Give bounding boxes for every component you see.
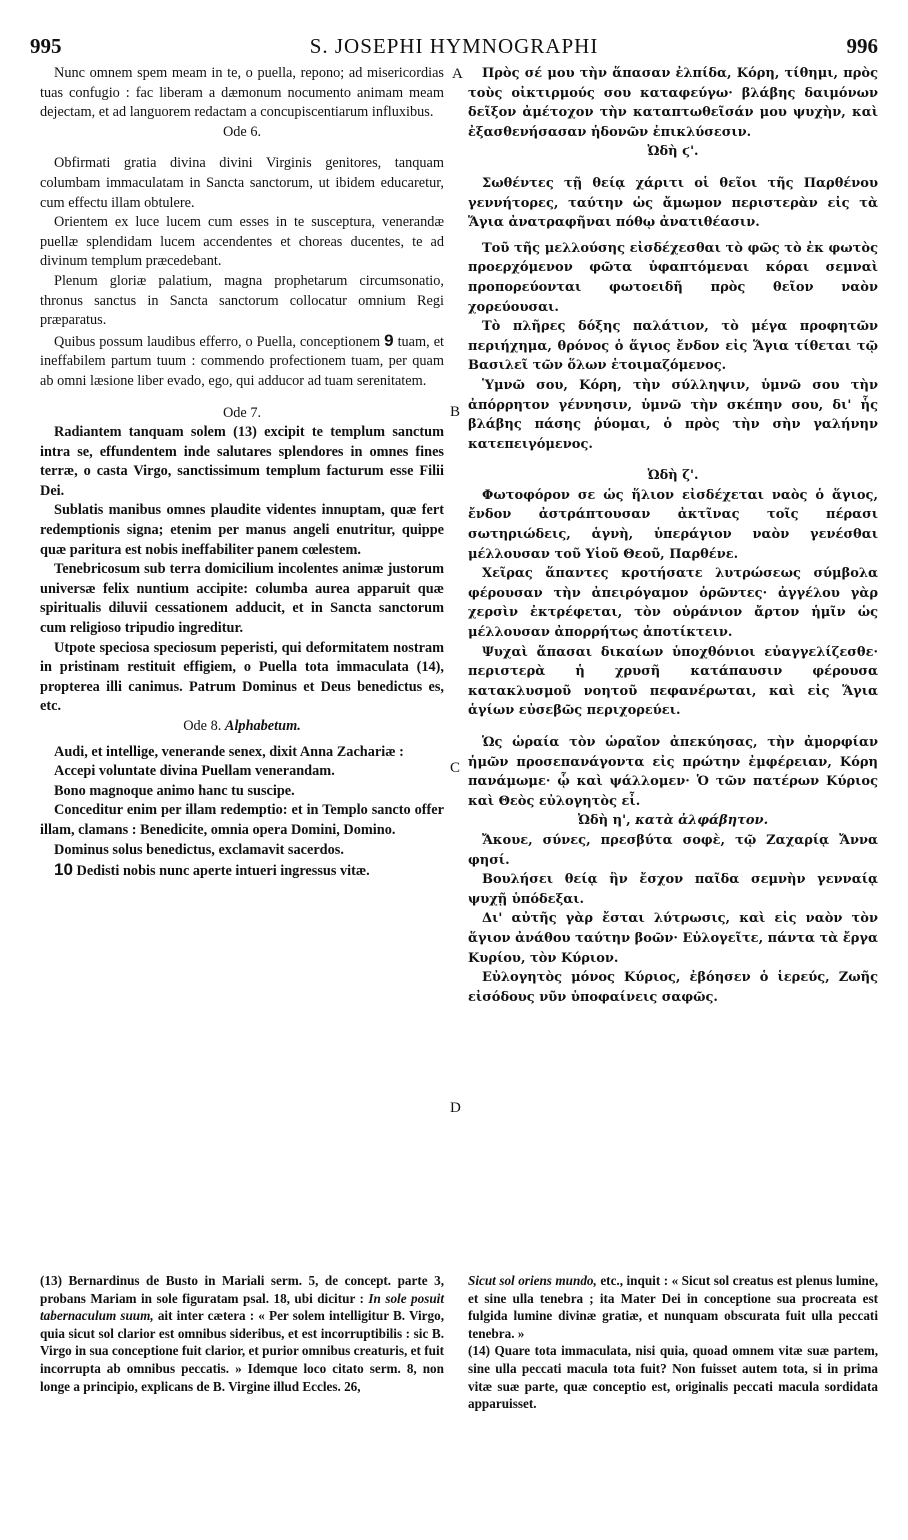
latin-paragraph: 10 Dedisti nobis nunc aperte intueri ingressus vitæ.	[54, 860, 370, 880]
latin-paragraph: Accepi voluntate divina Puellam venerandam.	[54, 763, 335, 780]
footnotes-left	[40, 1272, 444, 1395]
running-title: S. JOSEPHI HYMNOGRAPHI	[309, 34, 599, 58]
latin-ode-heading: Ode 6.	[222, 123, 262, 140]
latin-paragraph: Bono magnoque animo hanc tu suscipe.	[54, 782, 295, 799]
greek-paragraph: Ὡς ὡραία τὸν ὡραῖον ἀπεκύησας, τὴν ἀμορφίαν ἡμῶν προσεπανάγοντα εἰς πρώτην ἐμφέρειαν, Κόρη πανάμωμε· ᾧ καὶ ψάλλομεν· Ὁ τῶν πατέρων Κύριος καὶ Θεὸς εὐλογητὸς εἶ.	[468, 735, 878, 809]
latin-paragraph: Utpote speciosa speciosum peperisti, qui deformitatem nostram in pristinam restituit effigiem, o Puella tota immaculata (14), propterea illi canimus. Patrum Dominus et Deus benedictus es, etc.	[40, 639, 444, 715]
greek-paragraph: Σωθέντες τῇ θείᾳ χάριτι οἱ θεῖοι τῆς Παρθένου γεννήτορες, ταύτην ὡς ἄμωμον περιστερὰν εἰς τὰ Ἅγια ἀνατραφῆναι πόθῳ ἀνατιθέασιν.	[468, 175, 878, 231]
latin-paragraph: Obfirmati gratia divina divini Virginis genitores, tanquam columbam immaculatam in Sancta sanctorum, ut ibidem educaretur, cum effectu illam obtulere.	[40, 155, 444, 211]
greek-paragraph: Χεῖρας ἅπαντες κροτήσατε λυτρώσεως σύμβολα φέρουσαν τὴν ἀπειρόγαμον ὁρῶντες· ἀγγέλου γὰρ χερσὶν ἐκτρέφεται, τὸν οὐράνιον ἄρτον ἡμῖν ὡς μέλλουσαν ἀπορρήτως ἀποτίκτειν.	[468, 566, 878, 641]
latin-column	[40, 64, 444, 882]
greek-paragraph: Ἄκουε, σύνες, πρεσβύτα σοφὲ, τῷ Ζαχαρίᾳ Ἄννα φησί.	[468, 832, 878, 868]
greek-column	[468, 64, 878, 1007]
footnote-13-continued: Sicut sol oriens mundo, etc., inquit : « Sicut sol creatus est plenus lumine, et sine ulla tenebra ; ita Mater Dei in conceptione sua procreata est fulgida lumine divinæ gratiæ, et nunquam obscurata fuit ulla peccati tenebra. »	[468, 1273, 879, 1341]
footnotes-right	[468, 1272, 878, 1413]
latin-ode-heading: Ode 8. Alphabetum.	[183, 718, 301, 734]
page-number-right: 996	[846, 34, 878, 58]
greek-paragraph: Δι' αὐτῆς γὰρ ἔσται λύτρωσις, καὶ εἰς ναὸν τὸν ἅγιον ἀνάθου ταύτην βοῶν· Εὐλογεῖτε, πάντα τὰ ἔργα Κυρίου, τὸν Κύριον.	[468, 911, 878, 966]
latin-paragraph: Dominus solus benedictus, exclamavit sacerdos.	[54, 841, 344, 858]
latin-paragraph: Orientem ex luce lucem cum esses in te susceptura, venerandæ puellæ splendidam lucem accendentes et choreas ducentes, te ad divinum templum præcedebant.	[40, 214, 444, 270]
latin-paragraph: Conceditur enim per illam redemptio: et in Templo sancto offer illam, clamans : Benedicite, omnia opera Domini, Domino.	[40, 802, 444, 838]
latin-paragraph: Audi, et intellige, venerande senex, dixit Anna Zachariæ :	[54, 743, 404, 760]
greek-paragraph: Τὸ πλῆρες δόξης παλάτιον, τὸ μέγα προφητῶν περιήχημα, θρόνος ὁ ἅγιος ἔνδον εἰς Ἅγια τίθεται τῷ Βασιλεῖ τῶν ὅλων ἑτοιμαζόμενος.	[468, 319, 878, 374]
margin-letter-a: A	[452, 66, 463, 82]
greek-paragraph: Τοῦ τῆς μελλούσης εἰσδέχεσθαι τὸ φῶς τὸ ἐκ φωτὸς προερχόμενον φῶτα ὑφαπτόμεναι κόραι σεμναὶ προπορεύονται φωτοειδῆ πρὸς θεῖον ναὸν χορεύουσαι.	[468, 240, 878, 315]
greek-paragraph: Εὐλογητὸς μόνος Κύριος, ἐβόησεν ὁ ἱερεύς, Ζωῆς εἰσόδους νῦν ὑποφαίνεις σαφῶς.	[468, 970, 878, 1005]
footnote-14: (14) Quare tota immaculata, nisi quia, quoad omnem vitæ suæ partem, sine ulla peccati macula tota fuit? Non fuisset autem tota, si in prima vitæ suæ parte, quæ conceptio est, originalis peccati macula sordidata apparuisset.	[468, 1343, 878, 1412]
footnote-13: (13) Bernardinus de Busto in Mariali serm. 5, de concept. parte 3, probans Mariam in sole figuratam psal. 18, ubi dicitur : In sole posuit tabernaculum suum, ait inter cætera : « Per solem intelligitur B. Virgo, quia sicut sol clarior est omnibus sideribus, et est incorruptibilis : sic B. Virgo in sua conceptione fuit clarior, et purior omnibus creaturis, et fuit incorrupta ab omnibus peccatis. » Idemque loco citato serm. 8, non longe a principio, explicans de B. Virgine illud Eccles. 26,	[40, 1273, 444, 1394]
latin-ode-heading: Ode 7.	[222, 404, 262, 421]
latin-paragraph: Tenebricosum sub terra domicilium incolentes animæ justorum universæ felix nuntium accipite: columba aurea apparuit quæ spiritualis diluvii cessationem adducit, et in Sancta sanctorum cum religioso tripudio ingreditur.	[40, 561, 444, 637]
section-number: 9	[384, 330, 394, 350]
latin-paragraph: Quibus possum laudibus efferro, o Puella, conceptionem 9 tuam, et ineffabilem partum tuum : commendo profectionem tuam, per quam ab omni læsione liber evado, ego, qui adducor ad tuam serenitatem.	[40, 330, 445, 389]
latin-paragraph: Sublatis manibus omnes plaudite videntes innuptam, quæ fert redemptionis signa; etenim per manus angeli enutritur, quippe quæ paritura est nobis ineffabiliter panem cœlestem.	[40, 502, 444, 558]
margin-letter-d: D	[450, 1100, 461, 1116]
latin-paragraph: Radiantem tanquam solem (13) excipit te templum sanctum intra se, effundentem inde salutares splendores in omnes fines terræ, o casta Virgo, sanctissimum templum facturum esse Filii Dei.	[40, 424, 444, 499]
greek-paragraph: Ὑμνῶ σου, Κόρη, τὴν σύλληψιν, ὑμνῶ σου τὴν ἀπόρρητον γέννησιν, ὑμνῶ τὴν σκέπην σου, δι' ἧς βλάβης πάσης ῥύομαι, ὁ πρὸς τὴν σὴν γαλήνην κατεπειγόμενος.	[468, 377, 878, 452]
margin-letter-b: B	[450, 404, 461, 420]
greek-paragraph: Πρὸς σέ μου τὴν ἅπασαν ἐλπίδα, Κόρη, τίθημι, πρὸς τοὺς οἰκτιρμούς σου καταφεύγω· βλάβης δαιμόνων δεῖξον ἀμέτοχον τὴν καταπτωθεῖσάν μου ψυχὴν, καὶ ἐξασθενήσασαν ἡδονῶν ἐπικλύσεσιν.	[468, 66, 878, 140]
greek-paragraph: Ψυχαὶ ἅπασαι δικαίων ὑποχθόνιοι εὐαγγελίζεσθε· περιστερὰ ἡ χρυσῆ κατάπαυσιν φέρουσα κατακλυσμοῦ νοητοῦ πεφανέρωται, καὶ εἰς Ἅγια ἁγίων εὐσεβῶς περιχορεύει.	[468, 644, 878, 719]
greek-ode-heading: Ὠδὴ ζ'.	[647, 468, 699, 484]
latin-paragraph: Nunc omnem spem meam in te, o puella, repono; ad misericordias tuas confugio : fac liberam a dæmonum nocumento animam meam dejectam, et ad languorem redactam a concupiscentiarum influxibus.	[40, 65, 444, 121]
section-number: 10	[54, 860, 73, 880]
page-number-left: 995	[30, 34, 62, 58]
latin-paragraph: Plenum gloriæ palatium, magna prophetarum circumsonatio, thronus sanctus in Sancta sanctorum collocatur omnium Regi præparatus.	[40, 272, 444, 329]
greek-ode-heading: Ὠδὴ η', κατὰ ἀλφάβητον.	[577, 813, 769, 829]
greek-ode-heading: Ὠδὴ ϛ'.	[647, 144, 699, 160]
greek-paragraph: Φωτοφόρον σε ὡς ἥλιον εἰσδέχεται ναὸς ὁ ἅγιος, ἔνδον ἀστράπτουσαν ἀκτῖνας τοῖς πέρασι σωτηριώδεις, ἁγνὴ, ὑπεράγιον ναὸν γενέσθαι μέλλουσαν τοῦ Υἱοῦ Θεοῦ, Παρθένε.	[468, 487, 878, 562]
margin-letter-c: C	[450, 760, 461, 776]
greek-paragraph: Βουλήσει θείᾳ ἣν ἔσχον παῖδα σεμνὴν γενναίᾳ ψυχῇ ὑπόδεξαι.	[468, 872, 878, 907]
page-header	[30, 34, 878, 64]
